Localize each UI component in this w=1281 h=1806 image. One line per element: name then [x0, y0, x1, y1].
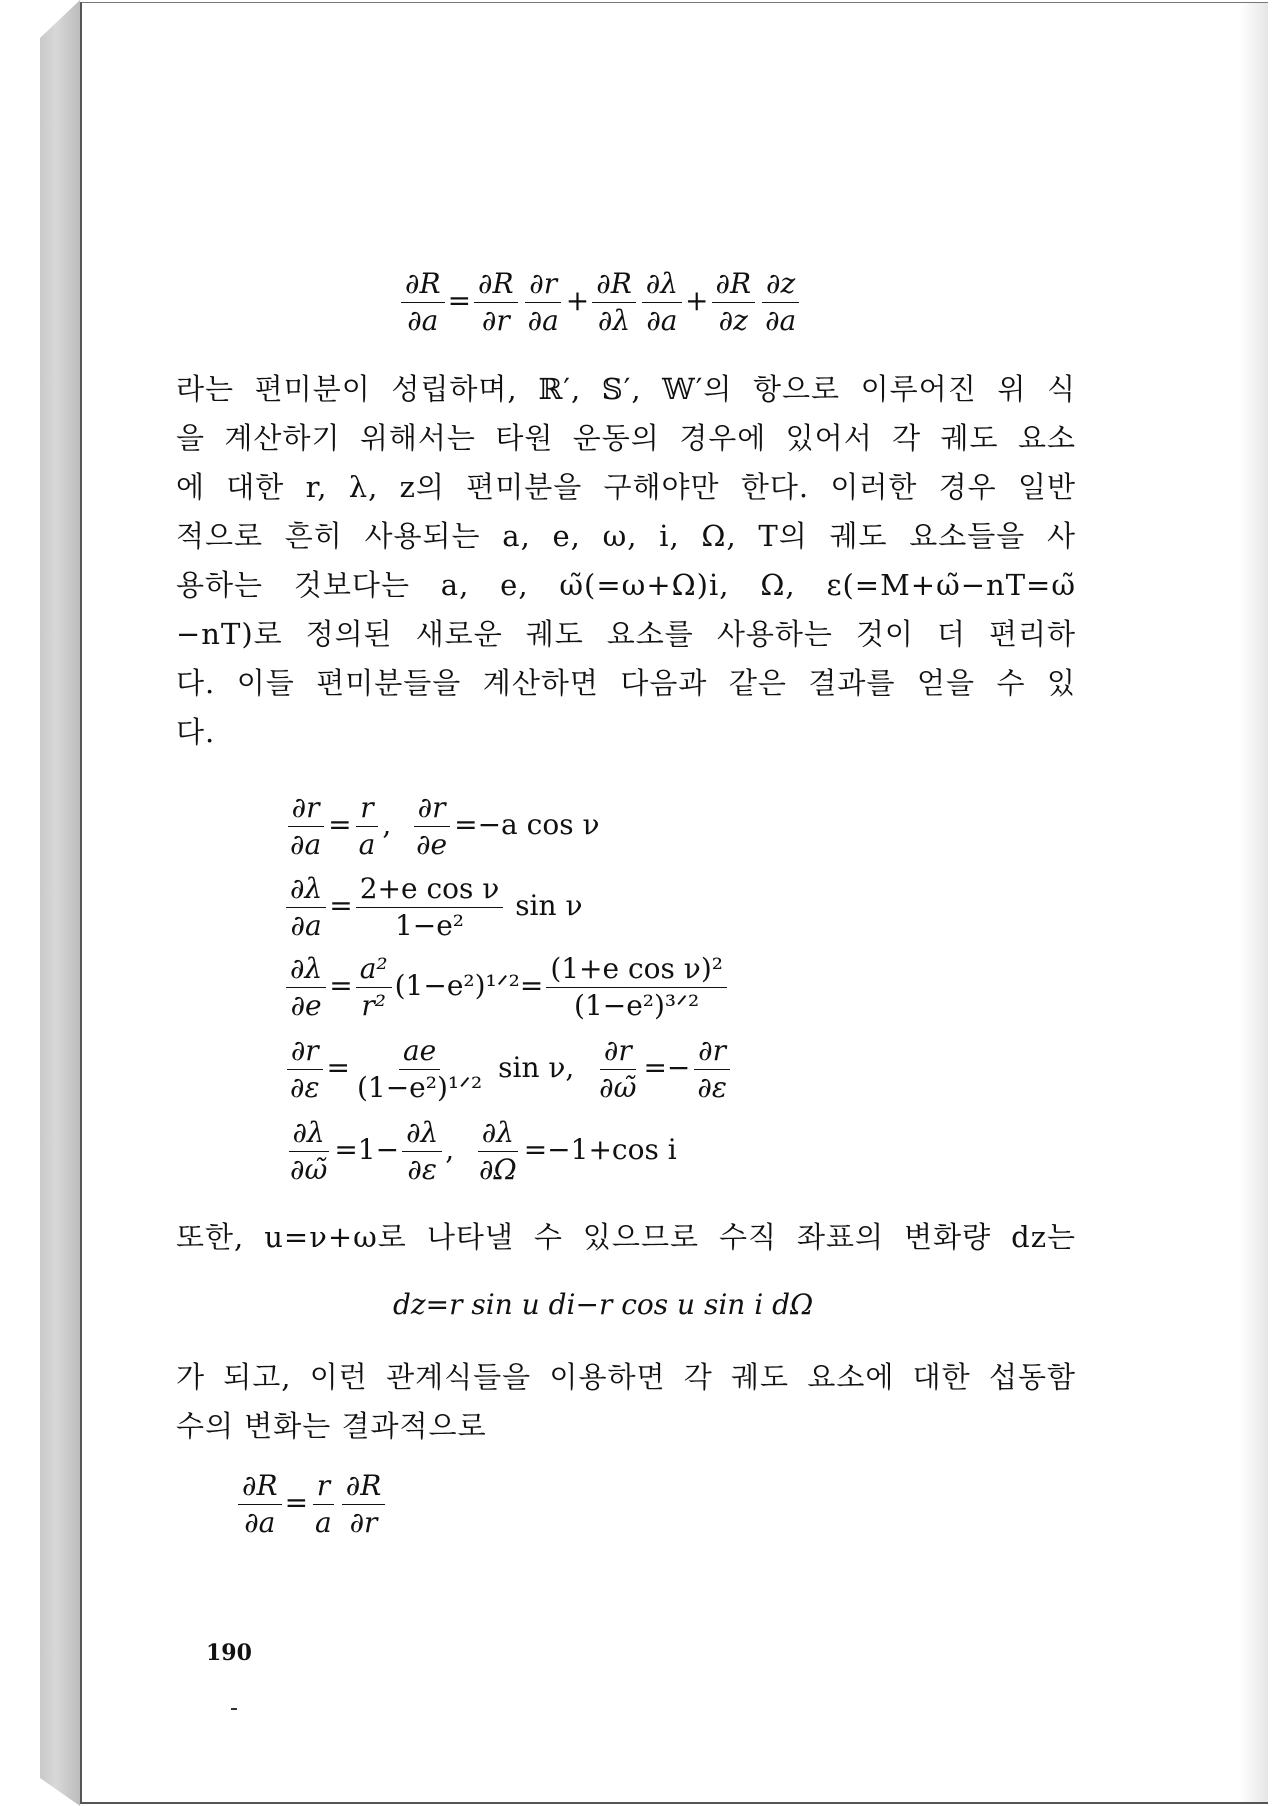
partial-derivative-equation-1	[283, 792, 599, 861]
math-symbol: ∂r	[349, 1506, 378, 1540]
text-line: 을 계산하기 위해서는 타원 운동의 경우에 있어서 각 궤도 요소	[176, 421, 1076, 455]
fraction	[474, 268, 518, 337]
equation-term: −a cos ν	[477, 808, 600, 842]
math-symbol: r²	[361, 989, 386, 1023]
text-line: 용하는 것보다는 a, e, ω̃(=ω+Ω)i, Ω, ε(=M+ω̃−nT=ω̃	[176, 568, 1076, 602]
fraction	[475, 1117, 521, 1186]
partial-derivative-equation-5	[283, 1117, 677, 1186]
equation-term: =−	[643, 1051, 691, 1085]
partial-derivative-equation-4	[283, 1035, 734, 1104]
plus-sign: +	[565, 284, 590, 318]
fraction	[693, 1035, 731, 1104]
fraction	[286, 953, 326, 1022]
text-line: 다.	[176, 715, 216, 749]
math-symbol: ∂r	[698, 1034, 727, 1067]
equals-sign: =	[454, 808, 478, 842]
math-symbol: ∂R	[596, 267, 632, 300]
math-symbol: ∂r	[417, 791, 446, 824]
math-symbol: a²	[359, 952, 388, 985]
text-line: 또한, u=ν+ω로 나타낼 수 있으므로 수직 좌표의 변화량 dz는	[176, 1220, 1076, 1254]
math-symbol: ∂λ	[645, 267, 679, 300]
comma: ,	[445, 1133, 455, 1167]
fraction	[712, 268, 756, 337]
math-symbol: ∂λ	[290, 952, 323, 985]
text-line: 라는 편미분이 성립하며, ℝ′, 𝕊′, 𝕎′의 항으로 이루어진 위 식	[176, 372, 1076, 406]
equals-sign: =	[329, 969, 353, 1003]
body-paragraph-3	[176, 1353, 1076, 1451]
equation-term: sin ν,	[498, 1051, 575, 1085]
math-symbol: ∂ω̃	[599, 1071, 637, 1105]
equals-sign: =	[328, 808, 352, 842]
math-symbol: ∂a	[646, 304, 678, 338]
fraction	[402, 1117, 442, 1186]
fraction	[286, 792, 325, 861]
math-symbol: ∂r	[603, 1034, 632, 1067]
fraction	[238, 1470, 282, 1539]
chain-rule-equation	[398, 268, 803, 337]
equation-term: (1−e²)¹ᐟ²=	[394, 969, 544, 1003]
fraction: $\frac{ae}{\text{(1−e²)¹ᐟ²}}$	[356, 1034, 483, 1105]
print-mark	[231, 1708, 237, 1710]
math-symbol: ∂a	[290, 909, 322, 943]
math-symbol: ∂ε	[290, 1071, 320, 1105]
fraction	[286, 1117, 331, 1186]
math-symbol: r	[316, 1469, 331, 1502]
math-symbol: ∂ε	[407, 1153, 437, 1187]
math-symbol: ∂a	[244, 1506, 276, 1540]
text-line: −nT)로 정의된 새로운 궤도 요소를 사용하는 것이 더 편리하	[176, 617, 1076, 651]
equals-sign: =	[326, 1051, 350, 1085]
fraction	[286, 1035, 324, 1104]
fraction	[286, 873, 326, 942]
math-symbol: ∂e	[290, 989, 322, 1023]
math-symbol: ∂e	[416, 828, 448, 862]
math-symbol: ∂λ	[292, 1116, 325, 1149]
text-line: 가 되고, 이런 관계식들을 이용하면 각 궤도 요소에 대한 섭동함	[176, 1360, 1076, 1394]
equation-term: sin ν	[515, 889, 583, 923]
plus-sign: +	[685, 284, 709, 318]
fraction	[342, 1470, 386, 1539]
math-symbol: ∂Ω	[479, 1153, 517, 1187]
equals-sign: =	[284, 1486, 309, 1520]
book-spine	[40, 0, 80, 1806]
text-line: 수의 변화는 결과적으로	[176, 1409, 487, 1443]
math-symbol: ∂a	[765, 304, 797, 338]
equation-term: =−1+cos i	[523, 1133, 677, 1167]
math-symbol: a	[358, 828, 376, 862]
page-number: 190	[206, 1640, 252, 1666]
partial-derivative-equation-2	[283, 873, 582, 942]
fraction	[356, 953, 392, 1022]
math-symbol: a	[315, 1506, 332, 1540]
fraction	[595, 1035, 640, 1104]
partial-derivative-equation-3	[283, 953, 730, 1022]
math-symbol: ∂z	[718, 304, 748, 338]
body-paragraph-2	[176, 1213, 1076, 1262]
fraction	[412, 792, 451, 861]
math-symbol: r	[360, 791, 374, 824]
math-symbol: ∂a	[527, 304, 559, 338]
math-symbol: ae	[402, 1034, 437, 1067]
comma: ,	[382, 808, 392, 842]
math-symbol: ∂λ	[481, 1116, 514, 1149]
math-symbol: ∂a	[290, 828, 322, 862]
fraction	[642, 268, 682, 337]
math-symbol: ∂r	[290, 1034, 319, 1067]
fraction	[311, 1470, 336, 1539]
math-symbol: ∂ε	[697, 1071, 727, 1105]
page-edge-shade	[1240, 3, 1268, 1802]
body-paragraph-1	[176, 365, 1076, 757]
fraction	[761, 268, 800, 337]
math-symbol: ∂R	[715, 267, 752, 300]
math-symbol: ∂r	[481, 304, 510, 338]
math-symbol: ∂ω̃	[290, 1153, 328, 1187]
fraction: $\frac{\text{2+e cos ν}}{\text{1−e²}}$	[356, 873, 504, 942]
equation-term: =1−	[334, 1133, 400, 1167]
math-symbol: ∂r	[291, 791, 320, 824]
text-line: 에 대한 r, λ, z의 편미분을 구해야만 한다. 이러한 경우 일반	[176, 470, 1076, 504]
math-symbol: ∂R	[242, 1469, 278, 1502]
text-line: 다. 이들 편미분들을 계산하면 다음과 같은 결과를 얻을 수 있	[176, 666, 1076, 700]
dz-equation	[393, 1288, 814, 1321]
math-symbol: ∂z	[766, 267, 796, 300]
fraction: $\frac{\text{(1+e cos ν)²}}{\text{(1−e²)³ᐟ²}}$	[546, 953, 727, 1022]
fraction	[524, 268, 563, 337]
math-symbol: ∂λ	[597, 304, 631, 338]
math-symbol: ∂λ	[406, 1116, 439, 1149]
equals-sign: =	[329, 889, 353, 923]
equals-sign: =	[447, 284, 472, 318]
math-symbol: ∂R	[345, 1469, 382, 1502]
text-line: 적으로 흔히 사용되는 a, e, ω, i, Ω, T의 궤도 요소들을 사	[176, 519, 1076, 553]
fraction	[355, 792, 380, 861]
final-equation	[235, 1470, 388, 1539]
math-symbol: ∂R	[405, 267, 441, 300]
fraction	[592, 268, 636, 337]
math-symbol: ∂a	[407, 304, 439, 338]
math-symbol: ∂R	[478, 267, 514, 300]
fraction	[401, 268, 445, 337]
math-symbol: ∂λ	[290, 872, 323, 905]
math-symbol: ∂r	[529, 267, 558, 300]
equation-text: dz=r sin u di−r cos u sin i dΩ	[393, 1288, 814, 1321]
